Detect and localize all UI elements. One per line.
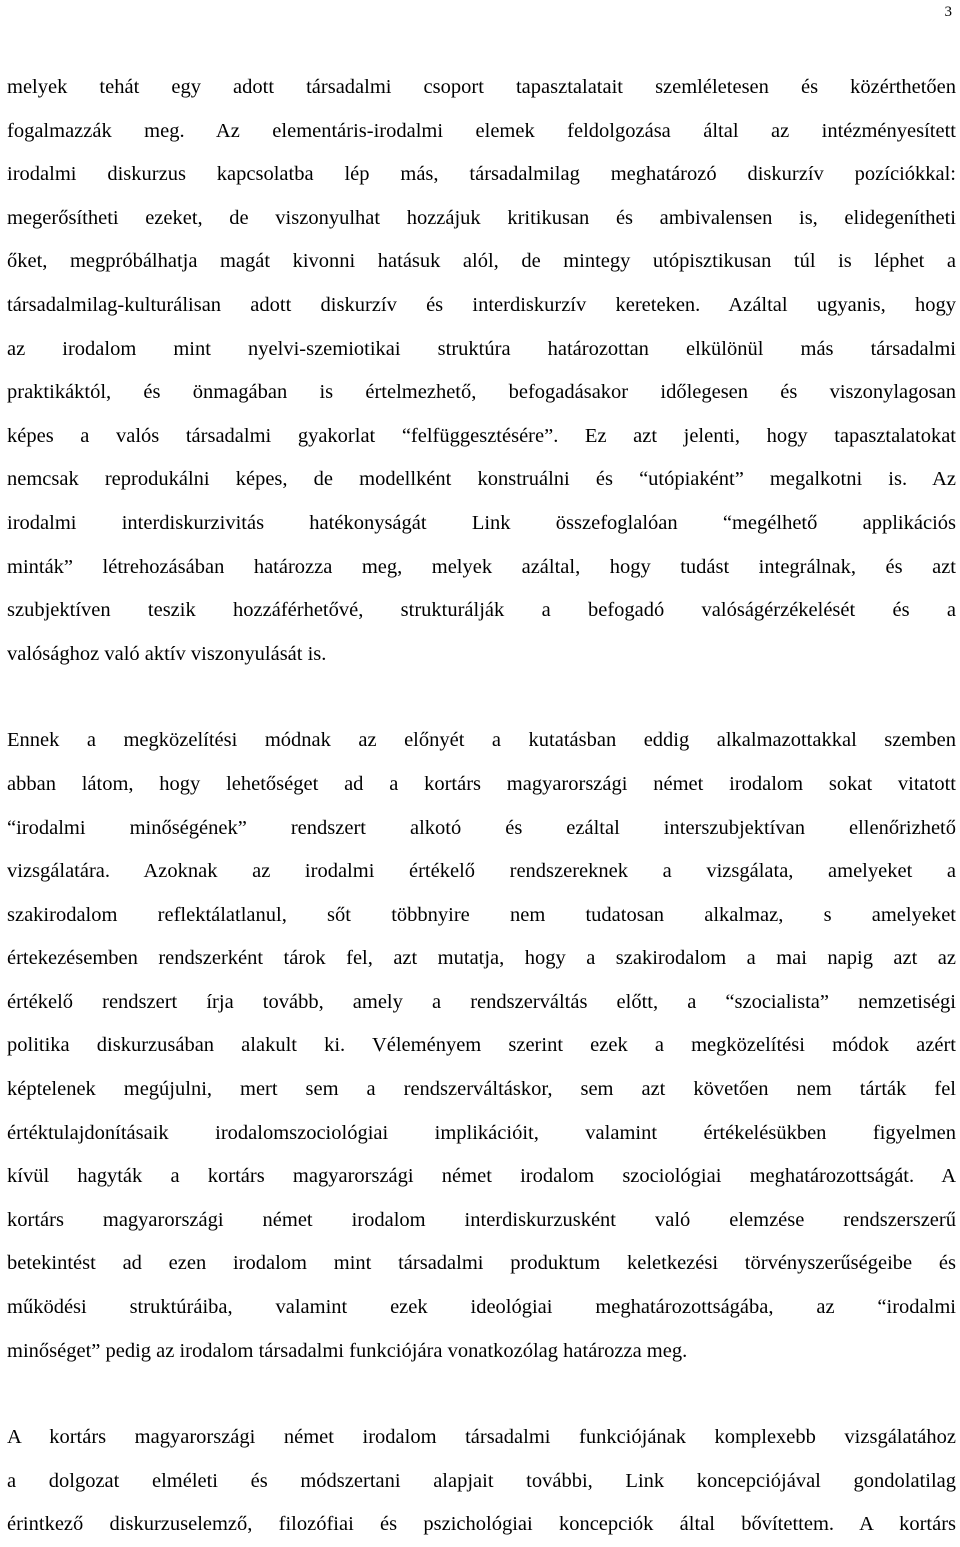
text-line: az irodalom mint nyelvi-szemiotikai struktúra határozottan elkülönül más társadalmi	[7, 337, 956, 360]
text-line: értékelő rendszert írja tovább, amely a rendszerváltás előtt, a “szocialista” nemzetiségi	[7, 990, 956, 1013]
document-body	[7, 66, 956, 1547]
text-line: képes a valós társadalmi gyakorlat “felfüggesztésére”. Ez azt jelenti, hogy tapasztalatokat	[7, 424, 956, 447]
page-number: 3	[944, 4, 952, 20]
text-line: Ennek a megközelítési módnak az előnyét a kutatásban eddig alkalmazottakkal szemben	[7, 729, 956, 752]
text-line: működési struktúráiba, valamint ezek ideológiai meghatározottságába, az “irodalmi	[7, 1296, 956, 1319]
text-line: értekezésemben rendszerként tárok fel, azt mutatja, hogy a szakirodalom a mai napig azt az	[7, 947, 956, 970]
text-line: őket, megpróbálhatja magát kivonni hatásuk alól, de mintegy utópisztikusan túl is léphet a	[7, 250, 956, 273]
text-line: értéktulajdonításaik irodalomszociológiai implikációit, valamint értékelésükben figyelmen	[7, 1121, 956, 1144]
paragraph-spacer	[7, 676, 956, 719]
text-line: praktikáktól, és önmagában is értelmezhető, befogadásakor időlegesen és viszonylagosan	[7, 381, 956, 404]
text-line: irodalmi interdiskurzivitás hatékonyságát Link összefoglalóan “megélhető applikációs	[7, 511, 956, 534]
text-line: képtelenek megújulni, mert sem a rendszerváltáskor, sem azt követően nem tárták fel	[7, 1078, 956, 1101]
paragraph-3	[7, 1416, 956, 1547]
text-line: “irodalmi minőségének” rendszert alkotó és ezáltal interszubjektívan ellenőrizhető	[7, 816, 956, 839]
text-line: minták” létrehozásában határozza meg, melyek azáltal, hogy tudást integrálnak, és azt	[7, 555, 956, 578]
text-line: minőséget” pedig az irodalom társadalmi funkciójára vonatkozólag határozza meg.	[7, 1339, 688, 1362]
text-line: társadalmilag-kulturálisan adott diskurzív és interdiskurzív kereteken. Azáltal ugyanis, hogy	[7, 293, 956, 316]
text-line: a dolgozat elméleti és módszertani alapjait további, Link koncepciójával gondolatilag	[7, 1469, 956, 1492]
paragraph-spacer	[7, 1373, 956, 1416]
text-line: vizsgálatára. Azoknak az irodalmi értékelő rendszereknek a vizsgálata, amelyeket a	[7, 860, 956, 883]
text-line: szakirodalom reflektálatlanul, sőt többnyire nem tudatosan alkalmaz, s amelyeket	[7, 903, 956, 926]
paragraph-1	[7, 66, 956, 676]
text-line: nemcsak reprodukálni képes, de modellként konstruálni és “utópiaként” megalkotni is. Az	[7, 468, 956, 491]
text-line: abban látom, hogy lehetőséget ad a kortárs magyarországi német irodalom sokat vitatott	[7, 772, 956, 795]
text-line: melyek tehát egy adott társadalmi csoport tapasztalatait szemléletesen és közérthetően	[7, 76, 956, 98]
text-line: valósághoz való aktív viszonyulását is.	[7, 642, 327, 665]
text-line: irodalmi diskurzus kapcsolatba lép más, társadalmilag meghatározó diskurzív pozíciókkal:	[7, 163, 956, 186]
text-line: kívül hagyták a kortárs magyarországi német irodalom szociológiai meghatározottságát. A	[7, 1165, 956, 1188]
text-line: kortárs magyarországi német irodalom interdiskurzusként való elemzése rendszerszerű	[7, 1208, 956, 1231]
paragraph-2	[7, 719, 956, 1373]
text-line: szubjektíven teszik hozzáférhetővé, strukturálják a befogadó valóságérzékelését és a	[7, 599, 956, 622]
text-line: politika diskurzusában alakult ki. Véleményem szerint ezek a megközelítési módok azért	[7, 1034, 956, 1057]
text-line: érintkező diskurzuselemző, filozófiai és pszichológiai koncepciók által bővítettem. A kortárs	[7, 1513, 956, 1536]
text-line: megerősítheti ezeket, de viszonyulhat hozzájuk kritikusan és ambivalensen is, elidegenítheti	[7, 206, 956, 229]
text-line: fogalmazzák meg. Az elementáris-irodalmi elemek feldolgozása által az intézményesített	[7, 119, 956, 142]
text-line: betekintést ad ezen irodalom mint társadalmi produktum keletkezési törvényszerűségeibe és	[7, 1252, 956, 1275]
text-line: A kortárs magyarországi német irodalom társadalmi funkciójának komplexebb vizsgálatához	[7, 1426, 956, 1449]
